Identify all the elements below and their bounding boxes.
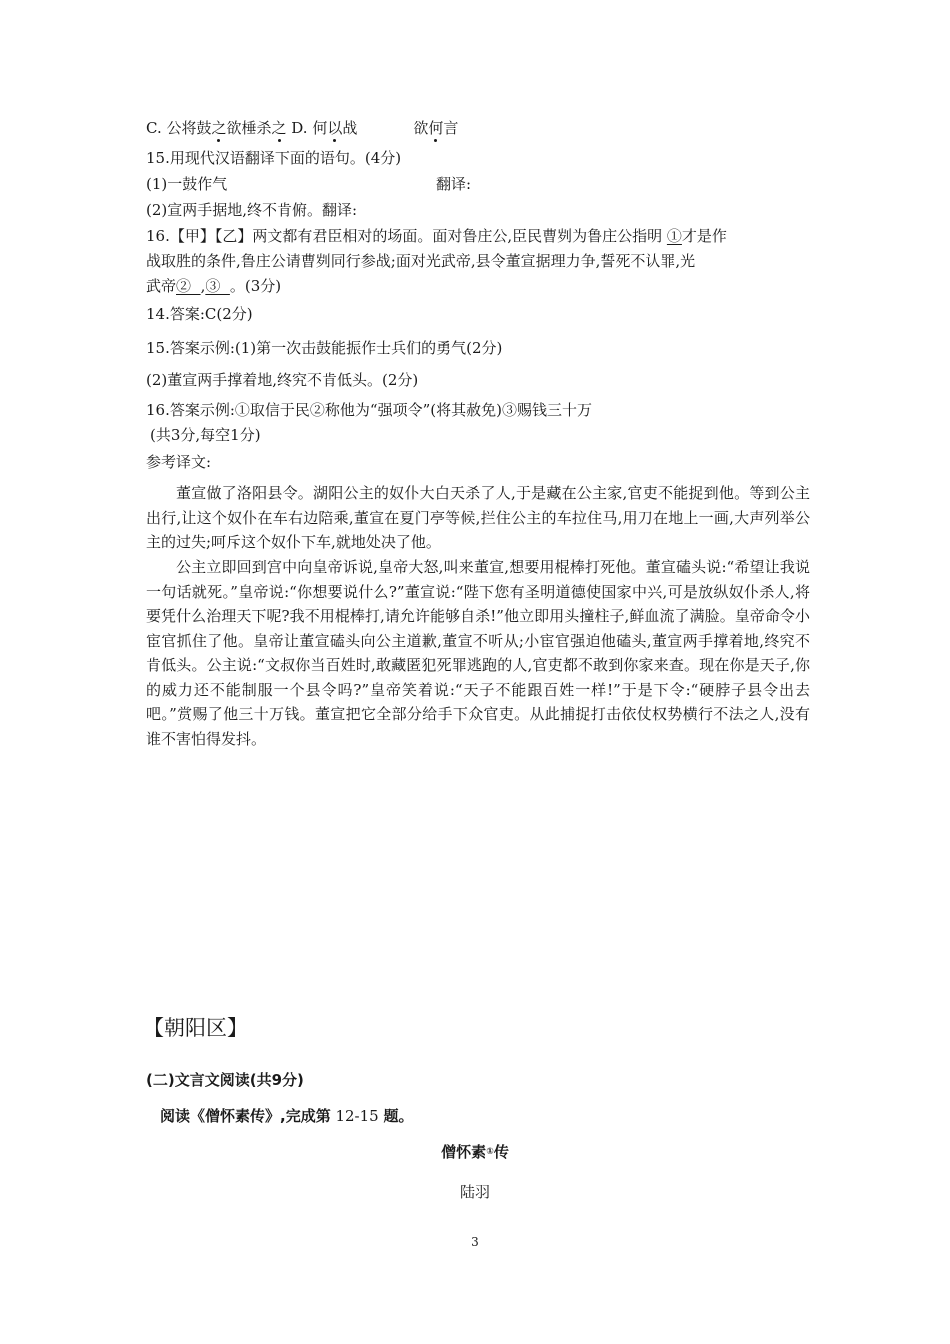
q14-option-d-suffix: 欲 [413, 119, 429, 137]
q15-item-2: (2)宣两手据地,终不肯俯。翻译: [146, 201, 358, 219]
region-heading: 【朝阳区】 [143, 1016, 248, 1040]
q14-option-d: D. 何 [286, 119, 328, 137]
q15-item-1-label: 翻译: [436, 175, 472, 193]
translation-paragraph-1: 董宣做了洛阳县令。湖阳公主的奴仆大白天杀了人,于是藏在公主家,官吏不能捉到他。等到公主出行,让这个奴仆在车右边陪乘,董宣在夏门亭等候,拦住公主的车拉住马,用刀在地上一画,大声列举公主的过失;呵斥这个奴仆下车,就地处决了他。 [146, 484, 810, 551]
answer-15-1: 15.答案示例:(1)第一次击鼓能振作士兵们的勇气(2分) [146, 339, 503, 357]
answer-16: 16.答案示例:①取信于民②称他为“强项令”(将其赦免)③赐钱三十万 [146, 401, 592, 419]
q16-text: 16.【甲】【乙】两文都有君臣相对的场面。面对鲁庄公,臣民曹刿为鲁庄公指明 [146, 227, 667, 245]
q14-option-c: C. 公将鼓 [146, 119, 212, 137]
q14-dotted-char: 之 [271, 119, 287, 137]
q14-option-d-mid: 战 [342, 119, 358, 137]
q16-text: , [200, 277, 206, 295]
passage-title-text: 僧怀素 [441, 1143, 487, 1161]
answer-15-2: (2)董宣两手撑着地,终究不肯低头。(2分) [146, 371, 419, 389]
answer-14: 14.答案:C(2分) [146, 305, 253, 323]
q14-dotted-char: 何 [428, 119, 444, 137]
q15-title: 15.用现代汉语翻译下面的语句。(4分) [146, 149, 402, 167]
instruction-text: 阅读《僧怀素传》,完成第 [160, 1107, 331, 1125]
q16-text: 武帝 [146, 277, 177, 295]
translation-paragraph-2: 公主立即回到宫中向皇帝诉说,皇帝大怒,叫来董宣,想要用棍棒打死他。董宣磕头说:“希望让我说一句话就死。”皇帝说:“你想要说什么?”董宣说:“陛下您有圣明道德使国家中兴,可是放纵奴仆杀人,将要凭什么治理天下呢?我不用棍棒打,请允许能够自杀!”他立即用头撞柱子,鲜血流了满脸。皇帝命令小宦官抓住了他。皇帝让董宣磕头向公主道歉,董宣不听从;小宦官强迫他磕头,董宣两手撑着地,终究不肯低头。公主说:“文叔你当百姓时,敢藏匿犯死罪逃跑的人,官吏都不敢到你家来查。现在你是天子,你的威力还不能制服一个县令吗?”皇帝笑着说:“天子不能跟百姓一样!”于是下令:“硬脖子县令出去吧。”赏赐了他三十万钱。董宣把它全部分给手下众官吏。从此捕捉打击依仗权势横行不法之人,没有谁不害怕得发抖。 [146, 558, 810, 748]
q14-option-d-end: 言 [443, 119, 459, 137]
answer-16-note: (共3分,每空1分) [150, 426, 261, 444]
reading-instruction [160, 1106, 414, 1126]
passage-title-text: 传 [493, 1143, 509, 1161]
q16-text: 才是作 [681, 227, 727, 245]
q16-text: 。(3分) [229, 277, 282, 295]
q14-dotted-char: 之 [211, 119, 227, 137]
q16-blank-2: ② [176, 277, 201, 295]
instruction-range: 12-15 [330, 1107, 384, 1125]
footnote-marker: ① [486, 1147, 494, 1157]
q16-line-1 [146, 226, 727, 246]
passage-title [0, 1142, 950, 1162]
instruction-text: 题。 [383, 1107, 414, 1125]
q16-line-3 [146, 276, 281, 296]
q16-blank-3: ③ [205, 277, 230, 295]
translation-heading: 参考译文: [146, 453, 212, 471]
q14-dotted-char: 以 [327, 119, 343, 137]
q16-line-2: 战取胜的条件,鲁庄公请曹刿同行参战;面对光武帝,县令董宣据理力争,誓死不认罪,光 [146, 252, 696, 270]
q14-options [146, 118, 458, 138]
passage-author: 陆羽 [459, 1183, 490, 1201]
q14-option-c-mid: 欲棰杀 [226, 119, 272, 137]
q16-blank-1: ① [666, 227, 682, 245]
page-number: 3 [471, 1235, 479, 1249]
section-heading: (二)文言文阅读(共9分) [146, 1071, 304, 1089]
q15-item-1: (1)一鼓作气 [146, 175, 228, 193]
